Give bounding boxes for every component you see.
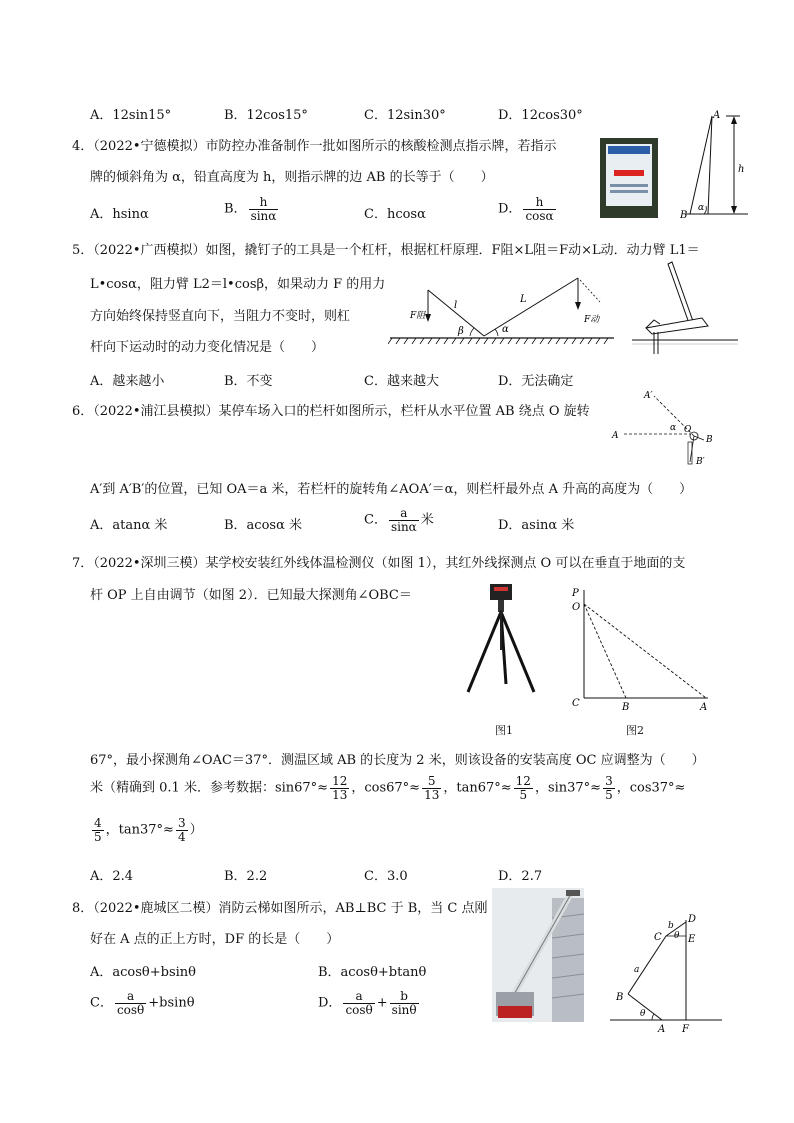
q5-stem-line3: 方向始终保持竖直向下，当阻力不变时，则杠 (90, 309, 351, 324)
q3-option-a: A．12sin15° (90, 108, 172, 123)
q6-fig-label-a: A (612, 431, 619, 441)
q5-fig-label-l: l (454, 300, 458, 311)
q8-option-c: C． $\frac{a}{\cos\theta}$ +bsinθ (90, 989, 195, 1017)
q4-fig-label-a: A (713, 110, 721, 121)
q6-fig-label-b-prime: B′ (696, 457, 705, 467)
q5-option-d: D．无法确定 (498, 374, 574, 389)
q6-option-b: B．acosα 米 (224, 518, 302, 533)
q7-fig2-caption: 图2 (626, 724, 644, 737)
q8-fig-label-b: B (616, 992, 624, 1003)
q8-fig-label-e: E (688, 934, 696, 945)
q6-option-a: A．atanα 米 (90, 518, 168, 533)
q7-option-d: D．2.7 (498, 869, 543, 884)
q4-stem-line1: 4．（2022•宁德模拟）市防控办准备制作一批如图所示的核酸检测点指示牌，若指示 (72, 139, 557, 154)
q6-option-c: C． $\frac{a}{\sin\alpha}$ 米 (364, 506, 434, 534)
q6-fig-label-alpha: α (670, 423, 677, 433)
q5-fig-label-beta: β (458, 326, 464, 337)
q5-fig-label-alpha: α (502, 324, 509, 335)
q4-fig-label-b: B (680, 210, 688, 221)
q4-fig-label-alpha: α (698, 203, 705, 213)
q7-fig2-label-o: O (572, 602, 581, 613)
q3-option-b: B．12cos15° (224, 108, 308, 123)
q5-fig-label-fdong: F动 (584, 315, 600, 325)
q6-barrier-figure (610, 386, 720, 470)
q7-stem-line3: 67°，最小探测角∠OAC＝37°．测温区域 AB 的长度为 2 米，则该设备的安装高度 OC 应调整为（ ） (90, 753, 705, 768)
q8-fig-label-a-seg: a (634, 965, 640, 975)
q8-option-a: A．acosθ+bsinθ (90, 965, 196, 980)
q8-option-d: D． $\frac{a}{\cos\theta}$ + $\frac{b}{\sin\theta}$ (318, 989, 417, 1017)
q7-stem-line4: 米（精确到 0.1 米．参考数据：sin67°≈ $\frac{12}{13}$ ，cos67°≈ $\frac{5}{13}$ ，tan67°≈ $\frac{12}{5}$ ，sin37°≈ $\frac{3}{5}$ ，cos37°≈ (90, 774, 686, 802)
q8-fig-label-theta-top: θ (674, 931, 680, 941)
q8-fig-label-a: A (658, 1024, 666, 1034)
q3-option-d: D．12cos30° (498, 108, 583, 123)
q5-claw-hammer-sketch (632, 260, 742, 356)
q7-stem-line5: $\frac{4}{5}$ ，tan37°≈ $\frac{3}{4}$ ） (94, 816, 203, 844)
q6-fig-label-a-prime: A′ (644, 391, 653, 401)
q8-fig-label-f: F (682, 1024, 689, 1034)
q4-fig-label-h: h (738, 164, 745, 175)
q6-option-d: D．asinα 米 (498, 518, 575, 533)
q3-option-c: C．12sin30° (364, 108, 446, 123)
q8-fig-label-b-seg: b (668, 921, 674, 931)
q6-fig-label-o: O (684, 425, 692, 435)
q8-stem-line1: 8．（2022•鹿城区二模）消防云梯如图所示，AB⊥BC 于 B，当 C 点刚 (72, 901, 488, 916)
q7-option-a: A．2.4 (90, 869, 134, 884)
q7-stem-line2: 杆 OP 上自由调节（如图 2）．已知最大探测角∠OBC＝ (90, 588, 412, 603)
q8-fig-label-d: D (688, 914, 697, 925)
q6-fig-label-b: B (706, 435, 713, 445)
q8-figure (606, 910, 726, 1034)
q8-fig-label-c: C (654, 932, 662, 943)
q7-option-b: B．2.2 (224, 869, 268, 884)
q5-stem-line4: 杆向下运动时的动力变化情况是（ ） (90, 340, 325, 355)
q5-fig-label-L: L (520, 294, 527, 305)
q4-option-c: C．hcosα (364, 207, 426, 222)
q7-fig2-label-b: B (622, 702, 630, 713)
q4-option-b: B． $\frac{h}{\sin\alpha}$ (224, 195, 277, 223)
q4-option-a: A．hsinα (90, 207, 149, 222)
q5-lever-figure (388, 272, 618, 348)
q5-stem-line2: L•cosα，阻力臂 L2＝l•cosβ，如果动力 F 的用力 (90, 277, 386, 292)
q5-option-b: B．不变 (224, 374, 273, 389)
q4-option-d: D． $\frac{h}{\cos\alpha}$ (498, 195, 554, 223)
q7-fig1-caption: 图1 (495, 724, 513, 737)
q5-fig-label-fzu: F阻 (410, 311, 426, 321)
q5-option-a: A．越来越小 (90, 374, 165, 389)
q7-fig2-label-a: A (700, 702, 708, 713)
q8-fire-ladder-photo (492, 888, 584, 1022)
q8-stem-line2: 好在 A 点的正上方时，DF 的长是（ ） (90, 932, 340, 947)
q4-stem-line2: 牌的倾斜角为 α，铅直高度为 h，则指示牌的边 AB 的长等于（ ） (90, 170, 494, 185)
q7-tripod-photo (460, 580, 544, 700)
q7-option-c: C．3.0 (364, 869, 408, 884)
q7-stem-line1: 7．（2022•深圳三模）某学校安装红外线体温检测仪（如图 1），其红外线探测点 O 可以在垂直于地面的支 (72, 556, 686, 571)
q4-sign-photo (600, 138, 658, 218)
q7-fig2-label-c: C (572, 698, 580, 709)
q4-figure (676, 106, 756, 222)
q5-stem-line1: 5．（2022•广西模拟）如图，撬钉子的工具是一个杠杆，根据杠杆原理．F阻×L阻＝F动×L动．动力臂 L1＝ (72, 243, 700, 258)
q5-option-c: C．越来越大 (364, 374, 439, 389)
q8-option-b: B．acosθ+btanθ (318, 965, 427, 980)
q6-stem-line1: 6．（2022•浦江县模拟）某停车场入口的栏杆如图所示，栏杆从水平位置 AB 绕点 O 旋转 (72, 404, 590, 419)
q7-fig2-label-p: P (572, 588, 579, 599)
q7-fig2 (568, 580, 718, 714)
q6-stem-line2: A′到 A′B′的位置，已知 OA＝a 米，若栏杆的旋转角∠AOA′＝α，则栏杆最外点 A 升高的高度为（ ） (90, 482, 693, 497)
q8-fig-label-theta-bottom: θ (640, 1009, 646, 1019)
